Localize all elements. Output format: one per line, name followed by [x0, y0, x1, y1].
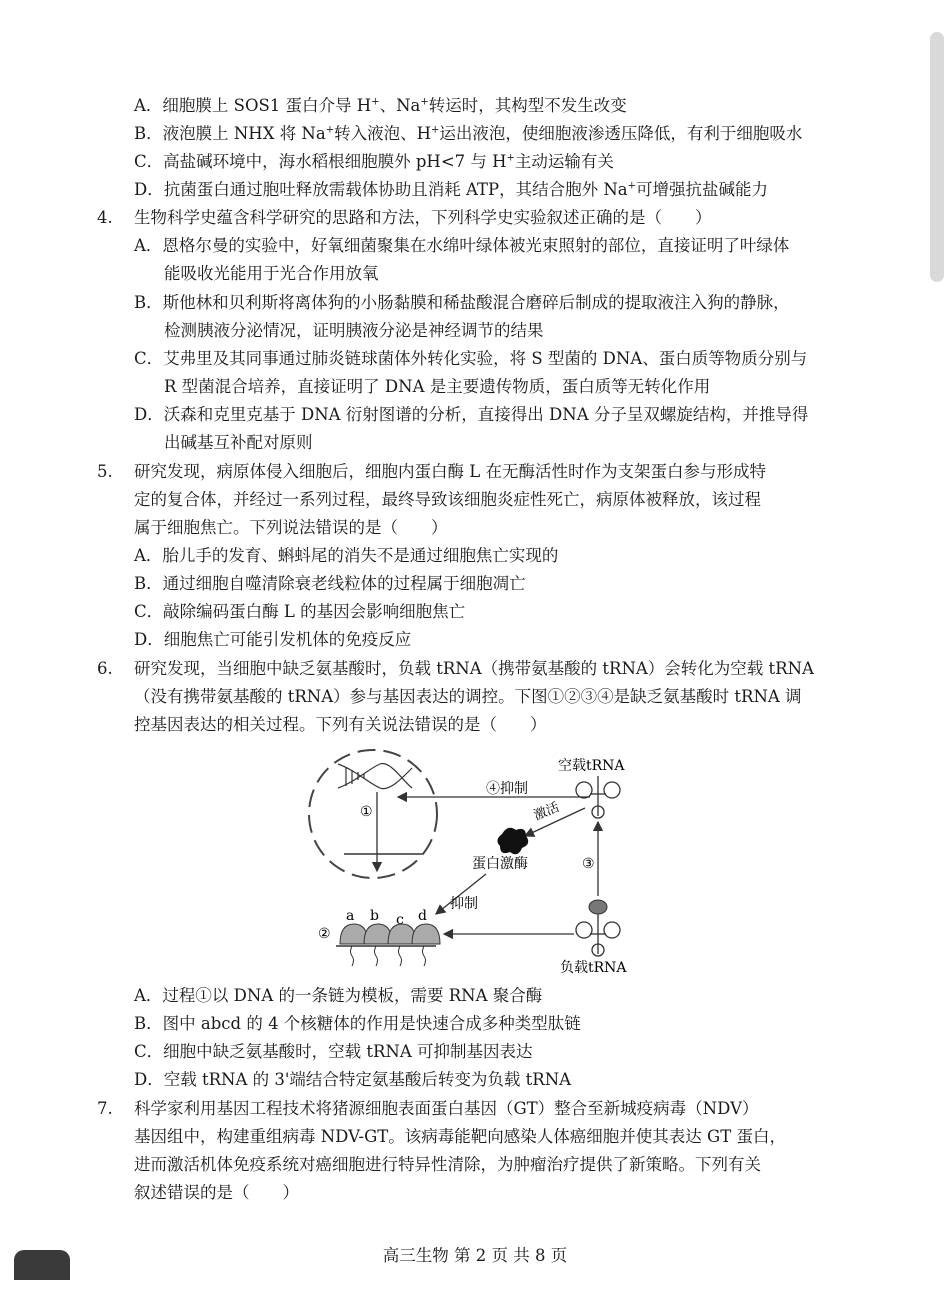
inhibit-4-label: ④抑制 — [486, 781, 528, 797]
q3-option-b: B．液泡膜上 NHX 将 Na+转入液泡、H+运出液泡，使细胞液渗透压降低，有利于细胞吸水 — [134, 124, 803, 143]
q4-option-a-cont: 能吸收光能用于光合作用放氧 — [164, 264, 379, 283]
page-corner-tab[interactable] — [14, 1250, 70, 1280]
dna-helix-icon — [338, 764, 412, 789]
loaded-trna-icon — [576, 914, 620, 956]
q5-option-c: C．敲除编码蛋白酶 L 的基因会影响细胞焦亡 — [134, 602, 466, 621]
scrollbar-thumb[interactable] — [930, 32, 944, 282]
process-1-label: ① — [360, 804, 373, 820]
q6-option-b: B．图中 abcd 的 4 个核糖体的作用是快速合成多种类型肽链 — [134, 1014, 581, 1033]
q3-option-c: C．高盐碱环境中，海水稻根细胞膜外 pH<7 与 H+主动运输有关 — [134, 152, 614, 171]
q6-option-a: A．过程①以 DNA 的一条链为模板，需要 RNA 聚合酶 — [134, 986, 543, 1005]
q5-stem-line3: 属于细胞焦亡。下列说法错误的是（ ） — [134, 518, 448, 537]
q6-stem-line1: 研究发现，当细胞中缺乏氨基酸时，负载 tRNA（携带氨基酸的 tRNA）会转化为空载 tRNA — [134, 659, 814, 678]
q4-stem: 生物科学史蕴含科学研究的思路和方法，下列科学史实验叙述正确的是（ ） — [134, 208, 712, 227]
protein-kinase-icon — [497, 828, 528, 855]
q6-option-d: D．空载 tRNA 的 3'端结合特定氨基酸后转变为负载 tRNA — [134, 1070, 572, 1089]
q5-stem-line2: 定的复合体，并经过一系列过程，最终导致该细胞炎症性死亡，病原体被释放，该过程 — [134, 490, 761, 509]
process-3-label: ③ — [582, 856, 595, 872]
page-footer: 高三生物 第 2 页 共 8 页 — [382, 1246, 568, 1265]
q3-option-d: D．抗菌蛋白通过胞吐释放需载体协助且消耗 ATP，其结合胞外 Na+可增强抗盐碱能力 — [134, 180, 769, 199]
inhibit-label: 抑制 — [450, 896, 478, 912]
q6-number: 6. — [97, 659, 113, 678]
activate-label: 激活 — [531, 800, 562, 824]
q4-option-a: A．恩格尔曼的实验中，好氧细菌聚集在水绵叶绿体被光束照射的部位，直接证明了叶绿体 — [134, 236, 790, 255]
ribosome-b-label: b — [370, 908, 379, 924]
kinase-label: 蛋白激酶 — [472, 856, 528, 872]
q4-option-b-cont: 检测胰液分泌情况，证明胰液分泌是神经调节的结果 — [164, 321, 544, 340]
q4-option-d: D．沃森和克里克基于 DNA 衍射图谱的分析，直接得出 DNA 分子呈双螺旋结构，并推导得 — [134, 405, 809, 424]
q6-stem-line2: （没有携带氨基酸的 tRNA）参与基因表达的调控。下图①②③④是缺乏氨基酸时 tRNA 调 — [134, 687, 802, 706]
loaded-trna-label: 负载tRNA — [560, 960, 627, 976]
q5-number: 5. — [97, 462, 113, 481]
ribosome-a-label: a — [346, 908, 355, 924]
q6-stem-line3: 控基因表达的相关过程。下列有关说法错误的是（ ） — [134, 715, 547, 734]
q5-option-b: B．通过细胞自噬清除衰老线粒体的过程属于细胞凋亡 — [134, 574, 526, 593]
ribosome-d-label: d — [418, 908, 427, 924]
nucleus-membrane — [309, 750, 437, 878]
ribosome-c-label: c — [396, 912, 404, 928]
q5-option-a: A．胎儿手的发育、蝌蚪尾的消失不是通过细胞焦亡实现的 — [134, 546, 559, 565]
q4-number: 4. — [97, 208, 113, 227]
q5-stem-line1: 研究发现，病原体侵入细胞后，细胞内蛋白酶 L 在无酶活性时作为支架蛋白参与形成特 — [134, 462, 766, 481]
q3-option-a: A．细胞膜上 SOS1 蛋白介导 H+、Na+转运时，其构型不发生改变 — [134, 96, 627, 115]
amino-acid-icon — [589, 900, 607, 914]
q5-option-d: D．细胞焦亡可能引发机体的免疫反应 — [134, 630, 412, 649]
ribosome-a — [340, 924, 368, 966]
q4-option-b: B．斯他林和贝利斯将离体狗的小肠黏膜和稀盐酸混合磨碎后制成的提取液注入狗的静脉， — [134, 293, 790, 312]
q7-stem-line3: 进而激活机体免疫系统对癌细胞进行特异性清除，为肿瘤治疗提供了新策略。下列有关 — [134, 1155, 761, 1174]
q6-option-c: C．细胞中缺乏氨基酸时，空载 tRNA 可抑制基因表达 — [134, 1042, 533, 1061]
ribosome-c — [388, 924, 416, 966]
q4-option-c: C．艾弗里及其同事通过肺炎链球菌体外转化实验，将 S 型菌的 DNA、蛋白质等物质分别与 — [134, 349, 808, 368]
ribosome-b — [364, 924, 392, 966]
q7-stem-line4: 叙述错误的是（ ） — [134, 1183, 299, 1202]
q7-stem-line1: 科学家利用基因工程技术将猪源细胞表面蛋白基因（GT）整合至新城疫病毒（NDV） — [134, 1099, 759, 1118]
process-2-label: ② — [318, 926, 331, 942]
ribosome-d — [412, 924, 440, 966]
trna-regulation-diagram — [300, 746, 650, 986]
q7-number: 7. — [97, 1099, 113, 1118]
q4-option-d-cont: 出碱基互补配对原则 — [164, 433, 313, 452]
q7-stem-line2: 基因组中，构建重组病毒 NDV-GT。该病毒能靶向感染人体癌细胞并使其表达 GT 蛋白， — [134, 1127, 786, 1146]
q4-option-c-cont: R 型菌混合培养，直接证明了 DNA 是主要遗传物质，蛋白质等无转化作用 — [164, 377, 711, 396]
empty-trna-label: 空载tRNA — [558, 758, 625, 774]
